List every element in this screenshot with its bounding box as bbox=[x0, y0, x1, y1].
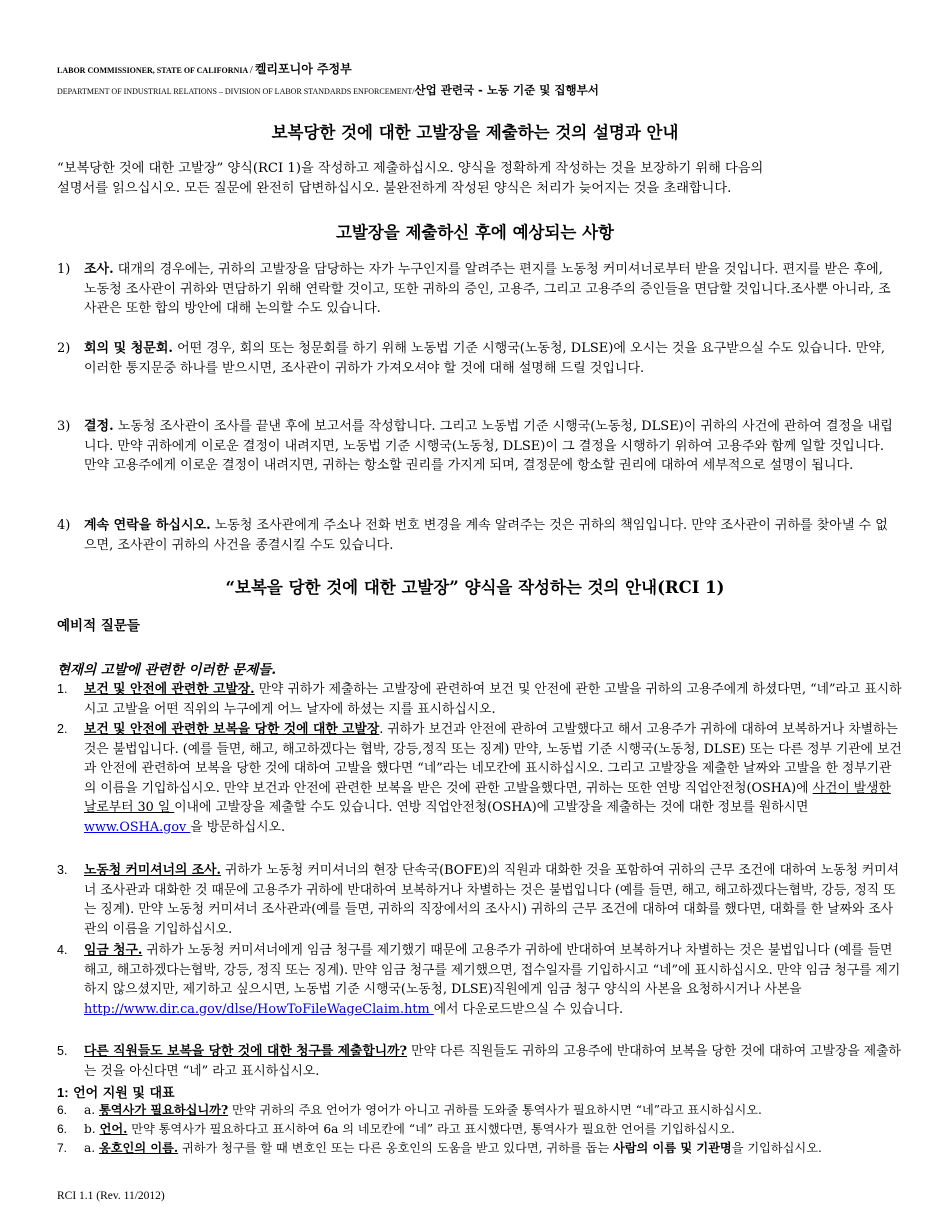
intro-line-2: 설명서를 읽으십시오. 모든 질문에 완전히 답변하십시오. 불완전하게 작성된 양식은 처리가 늦어지는 것을 초래합니다. bbox=[57, 180, 732, 196]
question-text: 귀하가 노동청 커미셔너의 현장 단속국(BOFE)의 직원과 대화한 것을 포함하여 귀하의 근무 조건에 대하여 노동청 커미셔너 조사관과 대화한 것 때문에 고용주가 귀하에 반대하여 보복하거나 차별하는 것은 불법입니다 (예를 들면, 해고, 해고하겠다는협박, 강등, 정직 또는 징계). 만약 노동청 커미셔너 조사관과(예를 들면, 귀하의 직장에서의 조사시) 귀하의 근무 조건에 대하여 대화를 했다면, 대화를 한 날짜와 조사관의 이름을 기입하십시오. bbox=[84, 863, 899, 937]
wage-claim-link[interactable]: http://www.dir.ca.gov/dlse/HowToFileWageClaim.htm bbox=[84, 1001, 434, 1017]
department-name-en: DEPARTMENT OF INDUSTRIAL RELATIONS – DIVISION OF LABOR STANDARDS ENFORCEMENT/ bbox=[57, 87, 415, 96]
question-text-cont: 이내에 고발장을 제출할 수도 있습니다. 연방 직업안전청(OSHA)에 고발장을 제출하는 것에 대한 정보를 원하시면 bbox=[174, 800, 809, 816]
question-label: a. bbox=[84, 1103, 96, 1117]
expect-item-hearing bbox=[57, 339, 897, 378]
question-text: 만약 귀하가 제출하는 고발장에 관련하여 보건 및 안전에 관한 고발을 귀하의 고용주에게 하셨다면, “네”라고 표시하시고 고발을 어떤 직위의 누구에게 어느 날자에 하셨는 지를 표시하십시오. bbox=[84, 682, 902, 717]
agency-name-ko: 켈리포니아 주정부 bbox=[254, 62, 352, 76]
question-5 bbox=[57, 1042, 902, 1081]
question-label: b. bbox=[84, 1122, 96, 1136]
item-number: 4) bbox=[57, 518, 71, 533]
question-heading: 언어. bbox=[99, 1122, 128, 1136]
item-number: 3) bbox=[57, 419, 71, 434]
question-number: 4. bbox=[57, 943, 68, 957]
section-number: 1: bbox=[57, 1085, 69, 1100]
expect-item-contact bbox=[57, 516, 897, 555]
question-text-end: 을 기입하십시오. bbox=[731, 1141, 822, 1155]
agency-separator: / bbox=[249, 64, 253, 76]
question-4 bbox=[57, 941, 902, 1019]
question-7a bbox=[57, 1139, 902, 1157]
item-heading: 계속 연락을 하십시오. bbox=[84, 518, 211, 533]
item-heading: 회의 및 청문회. bbox=[84, 341, 173, 356]
agency-header bbox=[57, 60, 352, 77]
question-2 bbox=[57, 720, 902, 838]
expect-item-investigation bbox=[57, 260, 897, 319]
item-text: 노동청 조사관이 조사를 끝낸 후에 보고서를 작성합니다. 그리고 노동법 기준 시행국(노동청, DLSE)이 귀하의 사건에 관하여 결정을 내립니다. 만약 귀하에게 이로운 결정이 내려지면, 노동법 기준 시행국(노동청, DLSE)이 그 결정을 시행하기 위하여 고용주와 함께 일할 것입니다. 만약 고용주에게 이로운 결정이 내려지면, 귀하는 항소할 권리를 가지게 되며, 결정문에 항소할 권리에 대하여 세부적으로 설명이 됩니다. bbox=[84, 419, 893, 474]
form-revision-footer: RCI 1.1 (Rev. 11/2012) bbox=[57, 1190, 165, 1202]
question-number: 1. bbox=[57, 682, 68, 696]
question-text: 귀하가 청구를 할 때 변호인 또는 다른 옹호인의 도움을 받고 있다면, 귀하를 돕는 bbox=[178, 1141, 613, 1155]
question-text-end: 을 방문하십시오. bbox=[190, 819, 286, 835]
agency-name-en: LABOR COMMISSIONER, STATE OF CALIFORNIA bbox=[57, 66, 248, 75]
item-heading: 결정. bbox=[84, 419, 114, 434]
question-3 bbox=[57, 861, 902, 939]
intro-line-1: “보복당한 것에 대한 고발장” 양식(RCI 1)을 작성하고 제출하십시오. 양식을 정확하게 작성하는 것을 보장하기 위해 다음의 bbox=[57, 161, 764, 176]
form-instructions-title: “보복을 당한 것에 대한 고발장” 양식을 작성하는 것의 안내(RCI 1) bbox=[225, 578, 725, 597]
question-heading: 다른 직원들도 보복을 당한 것에 대한 청구를 제출합니까? bbox=[84, 1044, 408, 1059]
question-number: 6. bbox=[57, 1122, 68, 1136]
department-header bbox=[57, 82, 599, 98]
question-heading: 임금 청구. bbox=[84, 943, 143, 958]
question-text: 만약 다른 직원들도 귀하의 고용주에 반대하여 보복을 당한 것에 대하여 고발장을 제출하는 것을 아신다면 “네” 라고 표시하십시오. bbox=[84, 1044, 901, 1079]
question-text: 만약 귀하의 주요 언어가 영어가 아니고 귀하를 도와줄 통역사가 필요하시면 “네”라고 표시하십시오. bbox=[228, 1103, 762, 1117]
question-bold-text: 사람의 이름 및 기관명 bbox=[613, 1141, 732, 1155]
expect-item-decision bbox=[57, 417, 897, 476]
deadline-underlined-text: 사건이 발생한 날로부터 30 일 bbox=[84, 780, 891, 816]
question-heading: 통역사가 필요하십니까? bbox=[99, 1103, 229, 1117]
section-title: 언어 지원 및 대표 bbox=[68, 1086, 175, 1101]
question-number: 5. bbox=[57, 1044, 68, 1058]
item-text: 어떤 경우, 회의 또는 청문회를 하기 위해 노동법 기준 시행국(노동청, DLSE)에 오시는 것을 요구받으실 수도 있습니다. 만약, 이러한 통지문중 하나를 받으시면, 조사관이 귀하가 가져오셔야 할 것에 대해 설명해 드릴 것입니다. bbox=[84, 341, 885, 376]
item-heading: 조사. bbox=[84, 262, 114, 277]
intro-paragraph bbox=[57, 159, 763, 198]
question-heading: 노동청 커미셔너의 조사. bbox=[84, 863, 221, 878]
item-number: 2) bbox=[57, 341, 71, 356]
question-number: 2. bbox=[57, 722, 68, 736]
question-1 bbox=[57, 680, 902, 719]
question-number: 6. bbox=[57, 1103, 68, 1117]
osha-link[interactable]: www.OSHA.gov bbox=[84, 819, 191, 835]
question-text: 귀하가 노동청 커미셔너에게 임금 청구를 제기했기 때문에 고용주가 귀하에 반대하여 보복하거나 차별하는 것은 불법입니다 (예를 들면해고, 해고하겠다는협박, 강등, 정직 또는 징계). 만약 임금 청구를 제기했으면, 접수일자를 기입하시고 “네”에 표시하십시오. 만약 임금 청구를 제기하지 않으셨지만, 제기하고 싶으시면, 노동법 기준 시행국(노동청, DLSE)직원에게 임금 청구 양식의 사본을 요청하시거나 사본을 bbox=[84, 943, 901, 998]
question-label: a. bbox=[84, 1141, 96, 1155]
question-6a bbox=[57, 1101, 902, 1119]
department-name-ko: 산업 관련국 - 노동 기준 및 집행부서 bbox=[414, 83, 599, 97]
question-6b bbox=[57, 1120, 902, 1138]
question-heading: 보건 및 안전에 관련한 고발장. bbox=[84, 682, 255, 697]
item-number: 1) bbox=[57, 262, 71, 277]
question-number: 3. bbox=[57, 863, 68, 877]
question-heading: 보건 및 안전에 관련한 보복을 당한 것에 대한 고발장 bbox=[84, 722, 380, 737]
question-heading: 옹호인의 이름. bbox=[99, 1141, 179, 1155]
expect-title: 고발장을 제출하신 후에 예상되는 사항 bbox=[335, 223, 614, 242]
item-text: 대개의 경우에는, 귀하의 고발장을 담당하는 자가 누구인지를 알려주는 편지를 노동청 커미셔너로부터 받을 것입니다. 편지를 받은 후에, 노동청 조사관이 귀하와 면담하기 위해 연락할 것이고, 또한 귀하의 증인, 고용주, 그리고 고용주의 증인들을 면담할 것입니다.조사뿐 아니라, 조사관은 또한 합의 방안에 대해 논의할 수도 있습니다. bbox=[84, 262, 891, 317]
question-text-end: 에서 다운로드받으실 수 있습니다. bbox=[433, 1001, 624, 1017]
question-text: 만약 통역사가 필요하다고 표시하여 6a 의 네모칸에 “네” 라고 표시했다면, 통역사가 필요한 언어를 기입하십시오. bbox=[127, 1122, 735, 1136]
item-text: 노동청 조사관에게 주소나 전화 번호 변경을 계속 알려주는 것은 귀하의 책임입니다. 만약 조사관이 귀하를 찾아낼 수 없으면, 조사관이 귀하의 사건을 종결시킬 수도 있습니다. bbox=[84, 518, 888, 553]
main-title: 보복당한 것에 대한 고발장을 제출하는 것의 설명과 안내 bbox=[271, 123, 679, 142]
section-1-heading bbox=[57, 1082, 175, 1101]
question-number: 7. bbox=[57, 1141, 68, 1155]
prelim-heading: 예비적 질문들 bbox=[57, 618, 140, 634]
question-text: . 귀하가 보건과 안전에 관하여 고발했다고 해서 고용주가 귀하에 대하여 보복하거나 차별하는 것은 불법입니다. (예를 들면, 해고, 해고하겠다는 협박, 강등,정직 또는 징계) 만약, 노동법 기준 시행국(노동청, DLSE) 또는 다른 정부 기관에 보건과 안전에 관련하여 보복을 당한 것에 대하여 고발을 했다면 “네”라는 네모칸에 표시하십시오. 그리고 고발장을 제출한 날짜와 고발을 한 정부기관의 이름을 기입하십시오. 만약 보건과 안전에 관련한 보복을 받은 것에 관한 고발을했다면, 귀하는 또한 연방 직업안전청(OSHA)에 bbox=[84, 722, 902, 796]
current-complaint-subheading: 현재의 고발에 관련한 이러한 문제들. bbox=[57, 662, 277, 678]
